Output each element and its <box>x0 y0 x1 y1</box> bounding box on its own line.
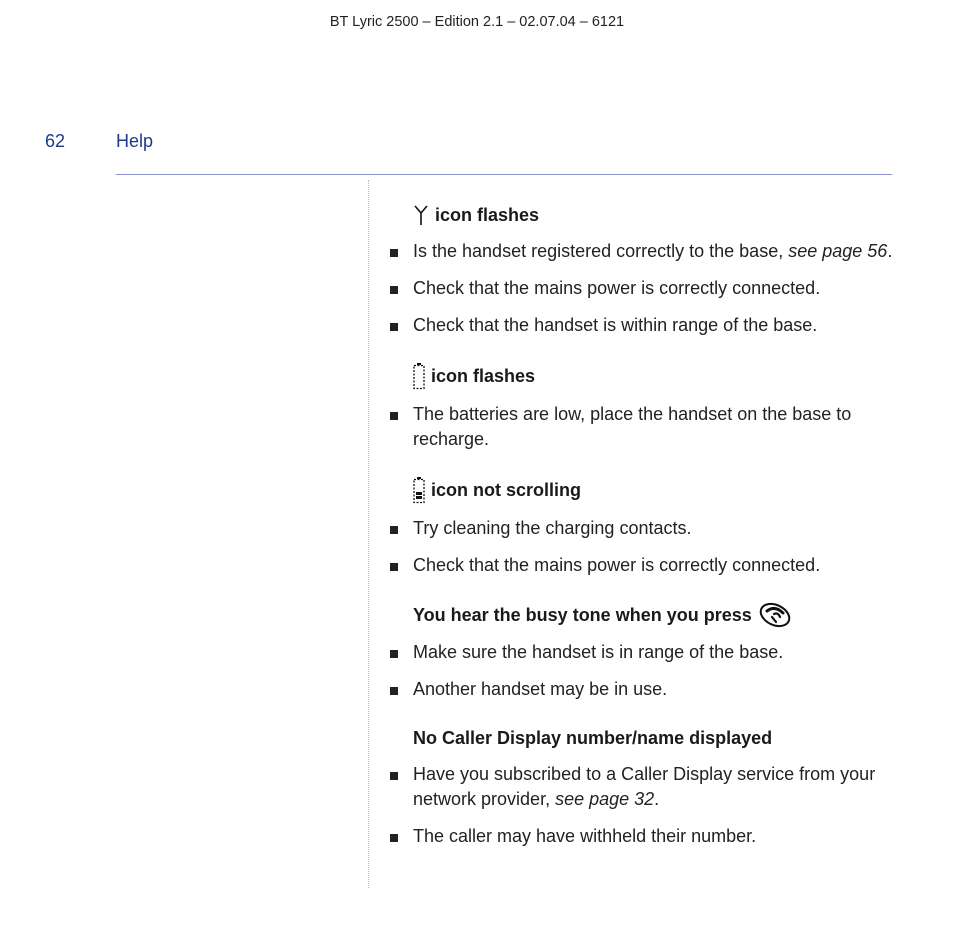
subheading-busy-tone <box>413 602 910 628</box>
list-item-text: Check that the mains power is correctly connected. <box>413 555 821 575</box>
page-reference: see page 32 <box>555 789 655 809</box>
talk-button-icon <box>758 602 792 628</box>
list-item-tail: . <box>887 241 893 261</box>
column-divider <box>368 180 369 888</box>
subheading-caller-display <box>413 726 910 750</box>
subheading-text: icon flashes <box>431 366 536 386</box>
list-item-text: Have you subscribed to a Caller Display service from your network provider, <box>413 764 876 809</box>
subheading-text: icon flashes <box>435 205 540 225</box>
help-content <box>390 203 910 861</box>
antenna-icon <box>413 204 429 226</box>
subheading-battery-low <box>413 362 910 390</box>
list-item <box>390 553 910 578</box>
list-item <box>390 640 910 665</box>
list-item <box>390 516 910 541</box>
list-item-text: Is the handset registered correctly to the base, <box>413 241 789 261</box>
list-item-text: Make sure the handset is in range of the base. <box>413 642 784 662</box>
list-item-text: Check that the mains power is correctly connected. <box>413 278 821 298</box>
list-item <box>390 677 910 702</box>
list-item-text: The caller may have withheld their number. <box>413 826 757 846</box>
list-item-text: Try cleaning the charging contacts. <box>413 518 692 538</box>
list-item <box>390 762 910 812</box>
page-number: 62 <box>45 131 66 151</box>
subheading-battery-not-scrolling <box>413 476 910 504</box>
subheading-text: You hear the busy tone when you press <box>413 605 752 625</box>
battery-empty-icon <box>413 362 425 390</box>
section-title: Help <box>116 131 154 151</box>
list-item <box>390 239 910 264</box>
subheading-text: icon not scrolling <box>431 480 582 500</box>
list-item-text: The batteries are low, place the handset on the base to recharge. <box>413 404 852 449</box>
list-item <box>390 313 910 338</box>
header-rule <box>116 174 892 175</box>
list-item <box>390 276 910 301</box>
battery-partial-icon <box>413 476 425 504</box>
list-item-tail: . <box>654 789 660 809</box>
list-item-text: Another handset may be in use. <box>413 679 668 699</box>
subheading-antenna <box>413 203 910 227</box>
subheading-text: No Caller Display number/name displayed <box>413 728 773 748</box>
list-item-text: Check that the handset is within range of the base. <box>413 315 818 335</box>
running-header: BT Lyric 2500 – Edition 2.1 – 02.07.04 – 6121 <box>329 14 625 30</box>
list-item <box>390 402 910 452</box>
page-reference: see page 56 <box>788 241 888 261</box>
list-item <box>390 824 910 849</box>
